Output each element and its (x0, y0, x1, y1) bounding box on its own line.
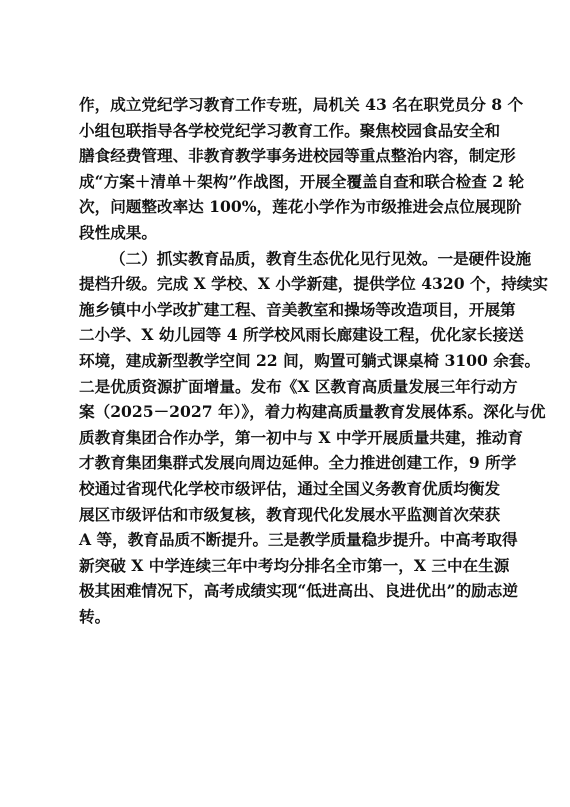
text-line: 二是优质资源扩面增量。发布《X 区教育高质量发展三年行动方 (79, 376, 518, 396)
text-line: 施乡镇中小学改扩建工程、音美教室和操场等改造项目，开展第 (79, 299, 516, 319)
text-line: 作，成立党纪学习教育工作专班，局机关 43 名在职党员分 8 个 (79, 95, 524, 114)
text-line: 膳食经费管理、非教育教学事务进校园等重点整治内容，制定形 (79, 146, 516, 166)
text-line: 次，问题整改率达 100%，莲花小学作为市级推进会点位展现阶 (79, 197, 522, 217)
text-line: 展区市级评估和市级复核，教育现代化发展水平监测首次荣获 (79, 504, 501, 524)
text-line: 二小学、X 幼儿园等 4 所学校风雨长廊建设工程，优化家长接送 (79, 325, 524, 345)
text-line: 新突破 X 中学连续三年中考均分排名全市第一，X 三中在生源 (79, 555, 510, 575)
text-line: 质教育集团合作办学，第一初中与 X 中学开展质量共建，推动育 (79, 427, 523, 447)
text-line: 小组包联指导各学校党纪学习教育工作。聚焦校园食品安全和 (79, 120, 501, 140)
text-line: 段性成果。 (79, 222, 157, 242)
text-line: 极其困难情况下，高考成绩实现“低进高出、良进优出”的励志逆 (79, 581, 518, 601)
text-line: 环境，建成新型教学空间 22 间，购置可躺式课桌椅 3100 余套。 (79, 350, 541, 370)
text-line: A 等，教育品质不断提升。三是教学质量稳步提升。中高考取得 (79, 530, 518, 550)
document-body-text (79, 92, 548, 629)
text-line: 案（2025－2027 年）》，着力构建高质量教育发展体系。深化与优 (79, 402, 546, 422)
section-heading-line: （二）抓实教育品质，教育生态优化见行见效。一是硬件设施 (110, 248, 532, 268)
text-line: 才教育集团集群式发展向周边延伸。全力推进创建工作，9 所学 (79, 453, 517, 473)
text-line: 成“方案＋清单＋架构”作战图，开展全覆盖自查和联合检查 2 轮 (79, 171, 525, 191)
text-line: 转。 (79, 606, 111, 626)
text-line: 校通过省现代化学校市级评估，通过全国义务教育优质均衡发 (79, 478, 501, 498)
text-line: 提档升级。完成 X 学校、X 小学新建，提供学位 4320 个，持续实 (79, 274, 548, 294)
